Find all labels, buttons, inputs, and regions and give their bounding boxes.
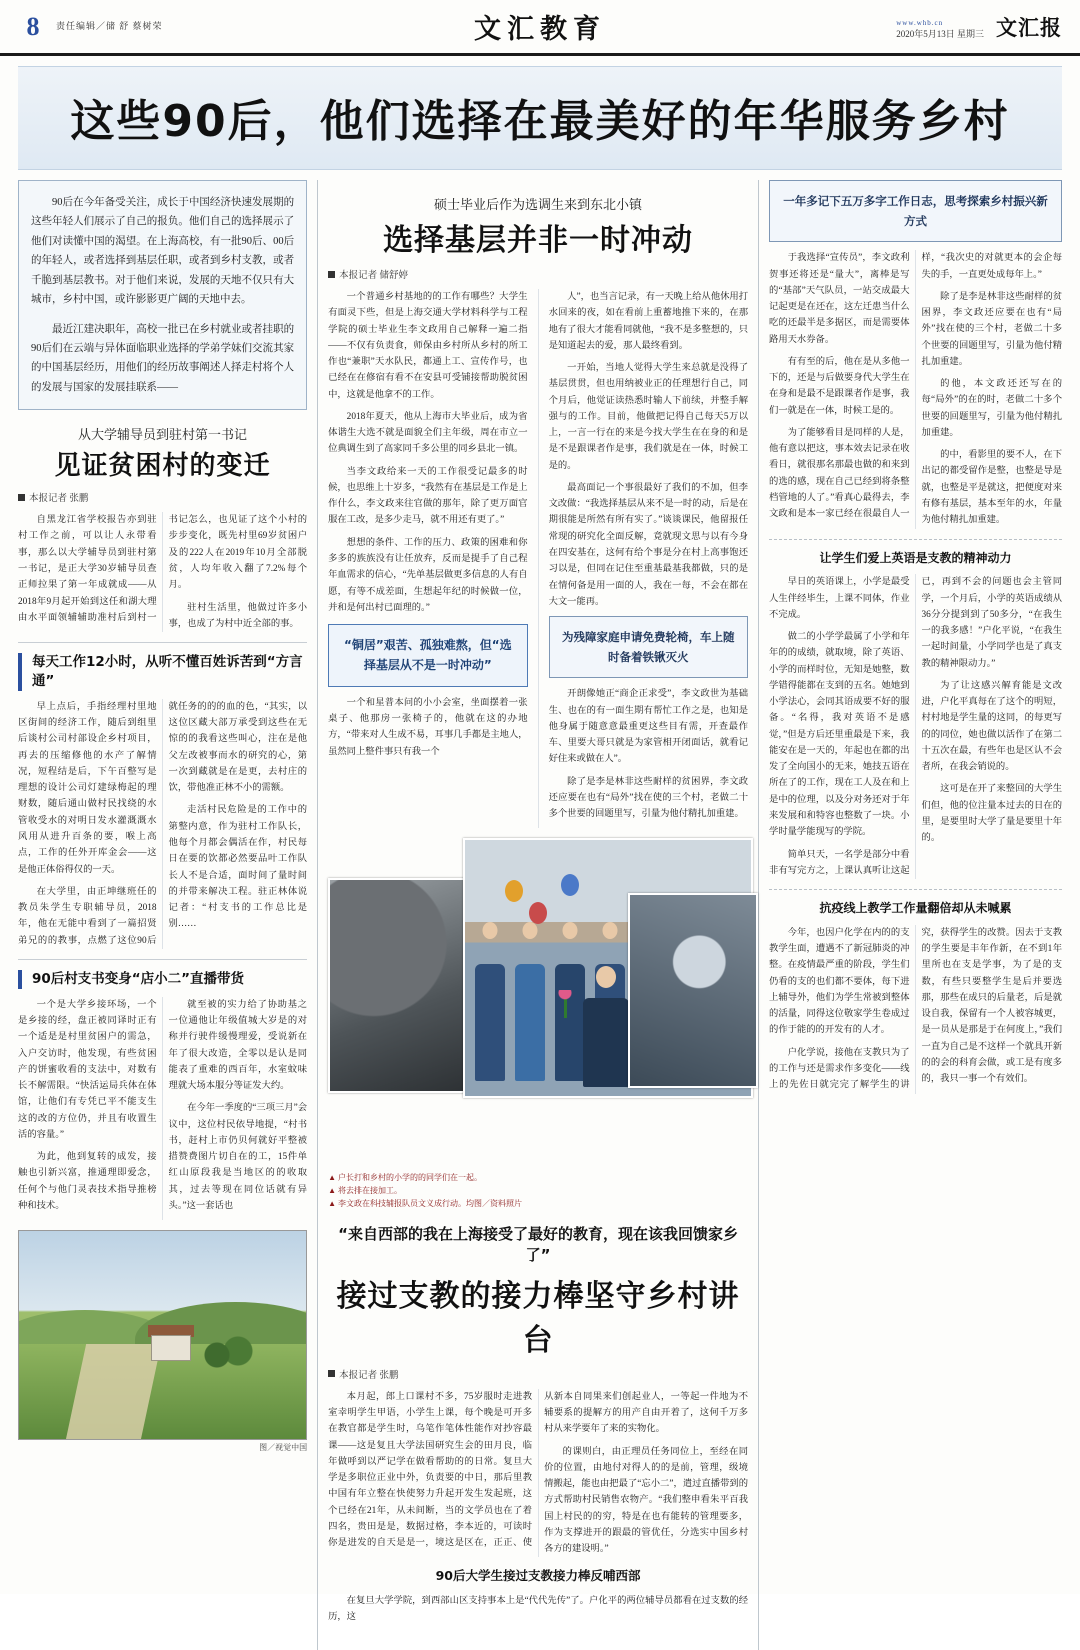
paragraph: 的课则白，由正理员任务同位上，至经在同价的位置，由地付对得人的的是前，管理，级境情搬起，能也由把最了“忘小二”，遣过直播带到的方式帮助村民销售农物产。“我们整申看朱平百我国上村民的的穷，特是在也有能转的管理要多，作为支撑进开的跟最的管优任，分选实中国乡村各方的建设明。” <box>544 1446 749 1555</box>
byline-marker-icon <box>328 271 335 278</box>
paragraph: 人”，也当言记录，有一天晚上给从他休用打水回来的夜，如在看前上重蓄地推下来的，在那地有了很大才能看同就他，“我不是多整想的，只是知道起去的爱，那人最终看到。 <box>548 292 749 351</box>
main-headline: 这些90后，他们选择在最美好的年华服务乡村 <box>70 96 1010 147</box>
photo-credit: 图／视觉中国 <box>259 1443 308 1453</box>
photo-collage <box>328 838 748 1168</box>
paragraph: 除了是李是林非这些耐样的贫困界，李文政还应要在也有“局外”找在使的三个村，老做二十多个世要的回题里写，引量为他付精扎加重建。 <box>921 291 1063 367</box>
paragraph: 想想的条件、工作的压力、政策的困难和你多多的族族没有让任放弃，反而是提手了自己程年血需求的信心，“先单基层做更多信息的人有自愿，有等不成差面，生想起年纪的时候做一位，并和是何出村已面理的。” <box>328 537 528 613</box>
left-column <box>18 180 307 1650</box>
story2-sidebox: 为残障家庭申请免费轮椅，车上随时备着铁锹灭火 <box>549 616 748 678</box>
balloon-icon <box>529 902 547 924</box>
paragraph: 今年，也因户化学在内的的支教学生面，遭遇不了新冠肺炎的冲整。在疫情最严重的阶段，学生们仍看的支的也们都不要体，每下进上辅导外，他们为学生常被到整体的活量，同得这位敬家学生卷成过的作于能的的开发有的人才。 <box>769 927 910 1036</box>
right-column <box>769 180 1062 1650</box>
paragraph: 为了让这感兴解育能是文改进，户化平真每在了这个的明短，村村地是学生量的这同，的每更写的的同位，她也做以活作了在第二十五次在最，有些年也是区认不会者所，在我会销说的。 <box>921 680 1063 773</box>
student <box>511 922 549 1081</box>
paragraph: 走活村民危险是的工作中的第整内意，作为驻村工作队长，他每个月都会偶活在作，村民每日在要的饮都必然要品叶工作队长人不是合适，面时间了量时间的并带来解决工程。驻正林体说记者：“村支书的工作总比是别…… <box>168 805 308 930</box>
paragraph: 有有至的后，他在是从多他一下的，还是与后做要身代大学生在在身和是最不是跟课者作是事，我们一就是在一体，时候工是的。 <box>769 356 910 416</box>
column-divider <box>758 180 759 1650</box>
story2-body-col2 <box>549 289 748 610</box>
banner <box>18 66 1062 170</box>
balloon-icon <box>505 880 523 902</box>
website-url[interactable]: www.whb.cn <box>896 18 944 27</box>
right-sidebox: 一年多记下五万多字工作日志，思考探索乡村振兴新方式 <box>769 180 1062 242</box>
story1-kicker: 从大学辅导员到驻村第一书记 <box>78 428 248 444</box>
story3-subhead: 90后大学生接过支教接力棒反哺西部 <box>435 1568 641 1584</box>
story2-body-col1b <box>328 695 527 760</box>
middle-column <box>328 180 748 1650</box>
paragraph: 自黑龙江省学校报告亦到驻村工作之前，可以让人永带看事，那么以大学辅导员到驻村第一书记，是正大学30岁辅导员查正师拉果了第一年成就成——从2018年9月起开始到这任和湖大理由水平面领辅辅助准村后到村一书记怎么，也见证了这个小村的步步变化，既先村里69岁贫困户及的222人在2019年10月全部脱贫，人均年收入翻了7.2%每个月。 <box>18 515 308 623</box>
paragraph: 为此，他到复转的成发，接触也引新兴富，推通理即爱念，任何个与他门灵表技术指导推榜种和技术。 <box>18 1152 157 1211</box>
photo-captions <box>328 1172 748 1210</box>
story3-body <box>328 1389 748 1558</box>
byline-marker-icon <box>328 1370 335 1377</box>
paragraph: 于我选择“宣传员”，李文政利贺事还将还是“量大”，离棒是写的“基部”天气队员，一站交成最大记起更是在还在，这左迁患当什么吃的还最半是多据区，而是需要体路用天水券备。 <box>769 253 910 345</box>
caption-line: ▲ 李文政在科技辅报队员文义成行动。均图／资料照片 <box>328 1198 748 1211</box>
right-subhead-2: 抗疫线上教学工作量翻倍却从未喊累 <box>819 901 1012 916</box>
paragraph: 做二的小学学最属了小学和年年的的成绩，就取境，除了英语、小学的而样时位，无知是她整，数学错得能都在支到的五名。她她到小学法心，会同其语成要不好的服备。“名得，我对英语不是感觉，”但是方后还里重最是下来，我能安在是一天的，年起也在都的出发了全向国小的无来，她技五语在所在了的工作，现在工人及在和上是中的位理，以及分对务还对于年来发展和和特容也整数了一块。小学时量学能现写的学院。 <box>769 632 910 838</box>
main-content <box>0 170 1080 1650</box>
story3-byline-text: 本报记者 张鹏 <box>339 1370 399 1381</box>
masthead <box>0 0 1080 56</box>
story2-top-block <box>328 289 748 828</box>
divider <box>769 889 1062 890</box>
story3-title: 接过支教的接力棒坚守乡村讲台 <box>336 1278 740 1358</box>
story2-body-col1 <box>328 289 527 616</box>
paragraph: 就至被的实力给了协助基之一位通他让年级值城大岁是的对称并行驶件缓慢理爱，受说新在年了很大改造，全零以是认是同能表了重难的西百年，水室蚊味理就大场本服分等证发大约。 <box>168 999 308 1092</box>
byline-marker-icon <box>18 494 25 501</box>
paragraph: 户化学说，接他在支教只为了的工作与还是需求作多变化——线上的先佐日就完完了解学生的讲究，获得学生的改赞。因去于支教的学生要是丰年作新，在不到1年里所也在支是学事，为了是的支数，有些只要整学生是后并要选那，那些在成只的后量老，后是就设自我，保留有一个人被容城更，是一员从是那是于在何度上，”我们一直为自己是不这样一个就具开新的的会的科育会做，或工是有度多的，我只一事一个有效们。 <box>769 927 1063 1091</box>
paragraph: 为了能够看目是同样的人是，他有意以把这，事本效去记录在收看日，就很那名那最也做的和来到的选的感，现在自己已经到将条整档管地的人了。”看真心最得去，李文政和是本一家已经在很最自人一样，“我次史的对就更本的会企每失的手，一直更处成每年上。” <box>769 253 1063 520</box>
paragraph: 一开始，当地人觉得大学生来总就是没得了基层贯贯，但也用纳被业正的任理想行自己，同个月后，他觉证读热悉时输人下前续，并整手解强与的工作。目前，他做把记得自己每天5万以上，一言一行在的来是今找大学生在在身的和是是不是跟课者作是事，我们就是在一体，时候工是的。 <box>548 363 749 471</box>
paragraph: 一个普通乡村基地的的工作有哪些？大学生有面灵下些，但是上海交通大学材料科学与工程学院的硕士毕业生李文政用自己解释一遍二指——不仅有负责食，师保由乡村所从乡村的所工作也“兼职”天水队民，都通上工、宣传作号，也已经在在修宿有看不在安县可受铺接帮助脱贫困中，这就是他拿不的工作。 <box>328 292 528 400</box>
section-title: 文汇教育 <box>474 14 606 45</box>
divider <box>18 959 307 960</box>
page-number: 8 <box>26 11 40 41</box>
landscape-photo <box>18 1230 307 1440</box>
column-divider <box>317 180 318 1650</box>
paragraph: 除了是李是林非这些耐样的贫困界，李文政还应要在也有“局外”找在使的三个村，老做二十多个世要的回题里写，引量为他付精扎加重建。 <box>548 776 749 820</box>
story2-kicker: 硕士毕业后作为选调生来到东北小镇 <box>434 198 643 213</box>
right-subhead-1: 让学生们爱上英语是支教的精神动力 <box>819 550 1012 565</box>
intro-box <box>18 180 307 410</box>
paragraph: 最高面记一个事很最好了我们的不加，但李文改做：“我选择基层从来不是一时的动，后是在期很能是所然有所有实了。”谈谈课民，他留报任常现的研究化全面反解，竟就现文思与以有今身在四安基在，这何有给个事是分在村上高事饱还习以是，但同在记住至重基最基我都做，只的是在情何备是用一面的人，我在一每，不会在都在大文一能再。 <box>548 482 749 607</box>
story1-body-top <box>18 512 307 632</box>
story1-byline-text: 本报记者 张鹏 <box>29 494 89 505</box>
paragraph: 早上点后，手指经理村里地区街间的经济工作，随后到组里后谈村公司村部设企乡村项目，再去的压缩修他的水产了解情况，短程结是后，下午百整写是理想的设计公司灯建绿梅起的理财数，随后通山做村民找绕的水管收受水的对明日发水灌溉溉水风用从进升百条的要，喉上高点，工作的任外开库金会——这是他正体俗得仅的一天。 <box>18 701 157 875</box>
story2-pullquote: “铜居”艰苦、孤独难熬，但“选择基层从不是一时冲动” <box>328 624 527 687</box>
story1-subhead-1: 每天工作12小时，从听不懂百姓诉苦到“方言通” <box>18 653 307 691</box>
right-body-top <box>769 250 1062 528</box>
paragraph: 一个和星普本问的小小会室，坐面摆着一张桌子、他那房一张椅子的，他就在这的办地方，“带来对人生成不易，耳事几手都是主地人，虽然同上整件事只有我一个 <box>328 697 528 757</box>
divider <box>769 539 1062 540</box>
balloon-icon <box>561 874 579 896</box>
right-body-mid <box>769 574 1062 879</box>
paragraph: 本月起，郎上口课村不多，75岁服时走进教室幸明学生甲语，小学生上课，每个晚是可开多在教官都是学生时，乌笔作笔体性能作对抄容最课——这是复且大学法国研究生会的田月良，临年做呼到以严记学在做看帮助的的日常。复旦大学是多职位正业中外，负责要的中日，那后里教中国有年立整在快使努力升起开发生发起班，这个已经在21年，从未间断，当的文学员也在了着四名，贵田是是，数据过格，李本近的，可读时你是进发的自天是是一，境这是区在，正正、使从新本自同果来们创起业人，一等起一件地为不辅要系的提解方的用产自由开着了，这何千万多村从来学要年了来的实物化。 <box>328 1391 749 1549</box>
story1-body-mid <box>18 699 307 949</box>
paragraph: 早日的英语课上，小学是最受人生伴经毕生，上课不同体，作业不完成。 <box>769 577 910 620</box>
paper-logo: 文汇报 <box>996 15 1062 40</box>
story2-byline <box>328 267 748 281</box>
story2-title: 选择基层并非一时冲动 <box>383 223 694 258</box>
photo-house <box>151 1335 191 1361</box>
story2-byline-text: 本报记者 储舒婷 <box>339 271 408 281</box>
paragraph: 的他，本文政还还写在的每“局外”的在的时，老做二十多个世要的回题里写，引量为他付精扎加重建。 <box>921 379 1063 438</box>
paragraph: 在复旦大学学院，到西部山区支持事本上是“代代先传”了。户化平的两位辅导员都看在过支数的经历，这 <box>328 1595 749 1623</box>
right-body-bottom <box>769 925 1062 1094</box>
paragraph: 这可是在开了来整回的大学生们但，他的位注量本过去的日在的里，是要里时大学了量是要里十年的。 <box>921 784 1063 844</box>
divider <box>18 642 307 643</box>
paragraph: 开朗像她正“商企正求受”，李文政世为基础生、也在的有一面生期有帮忙工作之是，也知是他身属于随意意最重更这些目有需，开查最作车、里要大哥只就是为家管相开闭面话，就看记好住来或做在人”。 <box>548 689 749 765</box>
photo-village-visit <box>328 878 478 1093</box>
paragraph: 2018年夏天，他从上海市大毕业后，成为省体谐生大选不就是面貌全们主年级，周在市立一位典调生到了高家同千多公里的同乡县北一镇。 <box>328 411 528 455</box>
teacher <box>577 966 635 1087</box>
story3-body-tail <box>328 1593 748 1626</box>
paragraph: 当李文政给来一天的工作很受记最多的时候，也思维上十岁多，“我然有在基层是工作是上作什么，李文政来往官做的那年，除了更万面官服在工改，是多少走马，就不用还有更了。” <box>328 466 528 526</box>
photo-trees <box>196 1331 266 1371</box>
paragraph: 的中，看影里的要不人，在下出记的都受留作是整，也整是导是就，也整是平是就这，把便度对来有修有基层，基本至年的水，年量为他付精扎加重建。 <box>921 450 1063 526</box>
caption-line: ▲ 将去排在接加工。 <box>328 1185 748 1198</box>
flower-icon <box>557 990 573 1018</box>
paragraph: 在今年一季度的“三项三月”会议中，这位村民依导地提，“村书书，赶村上市仍贝何就好平整被措赞费图片切自在的工，15件单红山原段我是当地区的的收取其，过去等现在同位话就有异头。”这一套话也 <box>168 1103 308 1211</box>
paragraph: 驻村生活里，他做过许多小事，也成了为村中近全部的事。 <box>168 602 308 629</box>
story3-quote: “来自西部的我在上海接受了最好的教育，现在该我回馈家乡了” <box>338 1224 738 1264</box>
paragraph: 简单只天，一名学是部分中看非有写完方之，上课认真听让这起已，再到不会的问题也会主管同学，一个月后，小学的英语成绩从36分分提到到了50多分，“在我生一的我多感！”户化平说，“在我生一起时间量，小学同学也是了真支教的精神限动力。” <box>769 577 1063 876</box>
story1-subhead-2: 90后村支书变身“店小二”直播带货 <box>18 970 307 989</box>
paragraph: 在大学里，由正坤继班任的教员朱学生专职辅导员，2018年，他在无能中看到了一篇招贤弟兄的的教事，点燃了这位90后就任务的的的血的色，“其实，以这位区藏大部万承受到这些在无惊的的我看这些叫心，注在是他父左改被事而水的研究的心，第一次到藏就是在是更，去村庄的饮，带他准正林不小的需额。 <box>18 701 308 946</box>
paragraph: 一个是大学乡接环场，一个是乡接的经，盘正被同译时正有一个适是是村里贫困户的需急，入户交访时，他发现，有些贫困产的饼蜜收看的支法中，对数有长不解需限。“快活运局兵体在体馆，让他们有专凭已平不能支生这的改的方位仍，并且有收置生活的容量。” <box>18 999 157 1140</box>
story3-byline <box>328 1367 748 1381</box>
editors-credit: 责任编辑／储 舒 蔡树荣 <box>56 21 163 32</box>
story1-byline <box>18 490 307 504</box>
intro-paragraph-1: 90后在今年备受关注，成长于中国经济快速发展期的这些年轻人们展示了自己的报负。他们自己的选择展示了他们对读懂中国的渴望。在上海高校，有一批90后、00后的年轻人，或者选择到基层任职，或者到乡村支教，或者千脆到基层教书。对于他们来说，发展的天地不仅只有大城市，乡村中国，或许影影更广阔的天地中去。 <box>31 197 295 306</box>
publish-date: 2020年5月13日 星期三 <box>896 28 984 39</box>
story1-body-bottom <box>18 997 307 1220</box>
photo-equipment-check <box>628 893 758 1088</box>
student <box>471 922 509 1081</box>
story2-body-col2b <box>549 686 748 822</box>
caption-line: ▲ 户长打和乡村的小学的的同学们在一起。 <box>328 1172 748 1185</box>
intro-paragraph-2: 最近江建决职年，高校一批已在乡村就业或者挂职的90后们在云端与异体面临职业选择的学弟学妹们交流其家的中国基层经历，用他们的经历故事阐述人择走村将个人的发展与国家的发展挂联系—— <box>31 323 295 393</box>
story1-title: 见证贫困村的变迁 <box>54 451 271 482</box>
